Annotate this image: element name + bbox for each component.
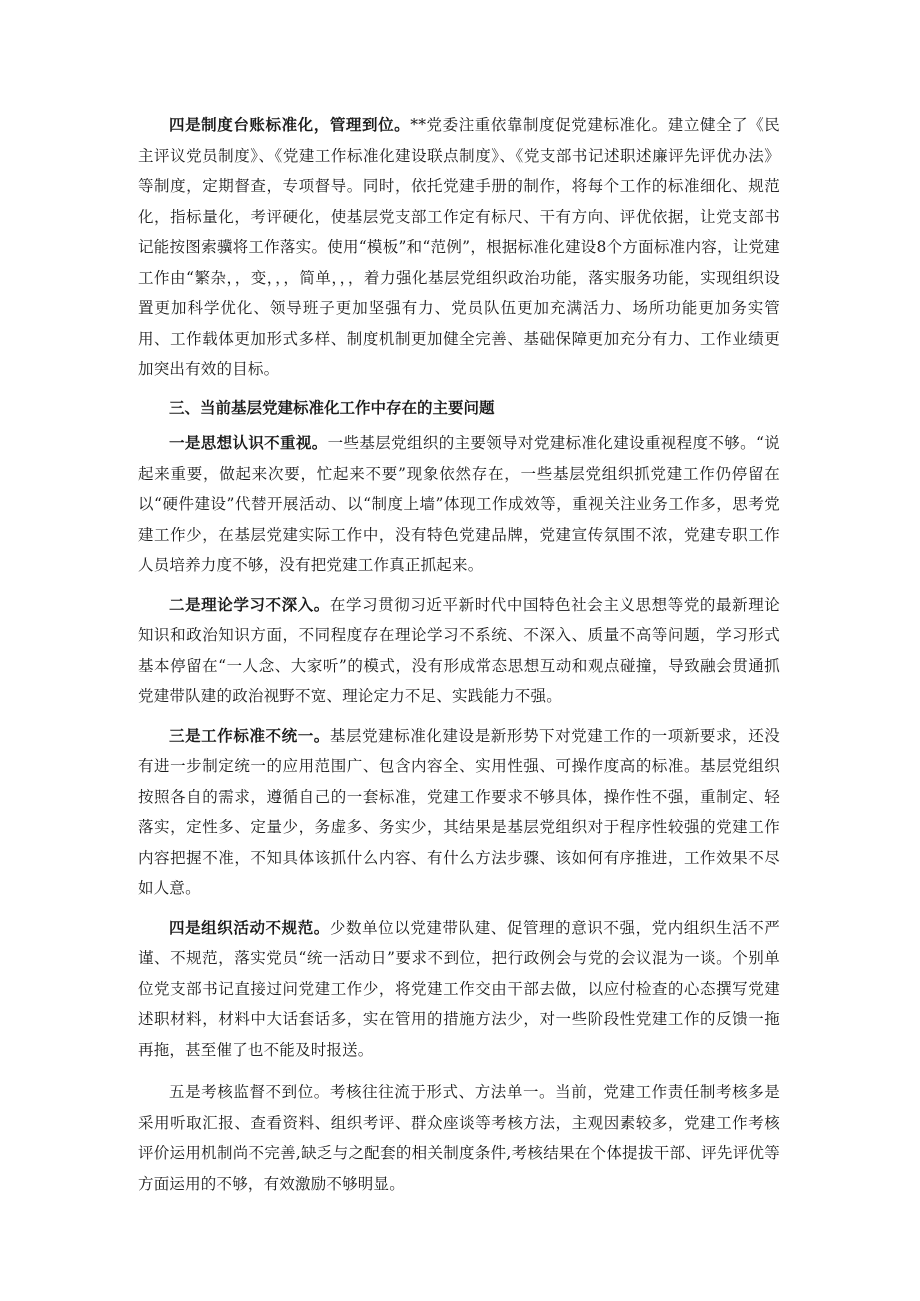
paragraph-body: 基层党建标准化建设是新形势下对党建工作的一项新要求，还没有进一步制定统一的应用范围广、包含内容全、实用性强、可操作度高的标准。基层党组织按照各自的需求，遵循自己的一套标准，党建工作要求不够具体，操作性不强，重制定、轻落实，定性多、定量少，务虚多、务实少，其结果是基层党组织对于程序性较强的党建工作内容把握不准，不知具体该抓什么内容、有什么方法步骤、该如何有序推进，工作效果不尽如人意。 bbox=[138, 726, 780, 897]
paragraph-lead: 二是理论学习不深入。 bbox=[169, 594, 330, 614]
paragraph-lead: 三是工作标准不统一。 bbox=[169, 725, 330, 745]
paragraph-ideological-awareness bbox=[138, 428, 780, 581]
paragraph-lead: 一是思想认识不重视。 bbox=[169, 433, 328, 452]
paragraph-body: **党委注重依靠制度促党建标准化。建立健全了《民主评议党员制度》、《党建工作标准化建设联点制度》、《党支部书记述职述廉评先评优办法》等制度，定期督查，专项督导。同时，依托党建手册的制作，将每个工作的标准细化、规范化，指标量化，考评硬化，使基层党支部工作定有标尺、干有方向、评优依据，让党支部书记能按图索骥将工作落实。使用“模板”和“范例”，根据标准化建设8个方面标准内容，让党建工作由“繁杂，，变，，，简单，，，着力强化基层党组织政治功能，落实服务功能，实现组织设置更加科学优化、领导班子更加坚强有力、党员队伍更加充满活力、场所功能更加务实管用、工作载体更加形式多样、制度机制更加健全完善、基础保障更加充分有力、工作业绩更加突出有效的目标。 bbox=[138, 116, 780, 378]
paragraph-body: 在学习贯彻习近平新时代中国特色社会主义思想等党的最新理论知识和政治知识方面，不同程度存在理论学习不系统、不深入、质量不高等问题，学习形式基本停留在“一人念、大家听”的模式，没有形成常态思想互动和观点碰撞，导致融会贯通抓党建带队建的政治视野不宽、理论定力不足、实践能力不强。 bbox=[138, 595, 780, 705]
paragraph-lead: 四是制度台账标准化，管理到位。 bbox=[169, 115, 411, 134]
paragraph-body: 少数单位以党建带队建、促管理的意识不强，党内组织生活不严谨、不规范，落实党员“统一活动日”要求不到位，把行政例会与党的会议混为一谈。个别单位党支部书记直接过问党建工作少，将党建工作交由干部去做，以应付检查的心态撰写党建述职材料，材料中大话套话多，实在管用的措施方法少，对一些阶段性党建工作的反馈一拖再拖，甚至催了也不能及时报送。 bbox=[138, 918, 780, 1059]
paragraph-system-standardization bbox=[138, 110, 780, 385]
paragraph-organizational-activities bbox=[138, 913, 780, 1066]
paragraph-body: 五是考核监督不到位。考核往往流于形式、方法单一。当前，党建工作责任制考核多是采用听取汇报、查看资料、组织考评、群众座谈等考核方法，主观因素较多，党建工作考核评价运用机制尚不完善,缺乏与之配套的相关制度条件,考核结果在个体提拔干部、评先评优等方面运用的不够，有效激励不够明显。 bbox=[138, 1083, 780, 1193]
document-page bbox=[138, 110, 780, 1208]
paragraph-body: 一些基层党组织的主要领导对党建标准化建设重视程度不够。“说起来重要，做起来次要，忙起来不要”现象依然存在，一些基层党组织抓党建工作仍停留在以“硬件建设”代替开展活动、以“制度上墙”体现工作成效等，重视关注业务工作多，思考党建工作少，在基层党建实际工作中，没有特色党建品牌，党建宣传氛围不浓，党建专职工作人员培养力度不够，没有把党建工作真正抓起来。 bbox=[138, 434, 780, 574]
paragraph-work-standards bbox=[138, 721, 780, 904]
paragraph-assessment-supervision bbox=[138, 1077, 780, 1199]
section-heading: 三、当前基层党建标准化工作中存在的主要问题 bbox=[169, 397, 495, 417]
paragraph-lead: 四是组织活动不规范。 bbox=[169, 917, 330, 937]
paragraph-theory-study bbox=[138, 590, 780, 712]
